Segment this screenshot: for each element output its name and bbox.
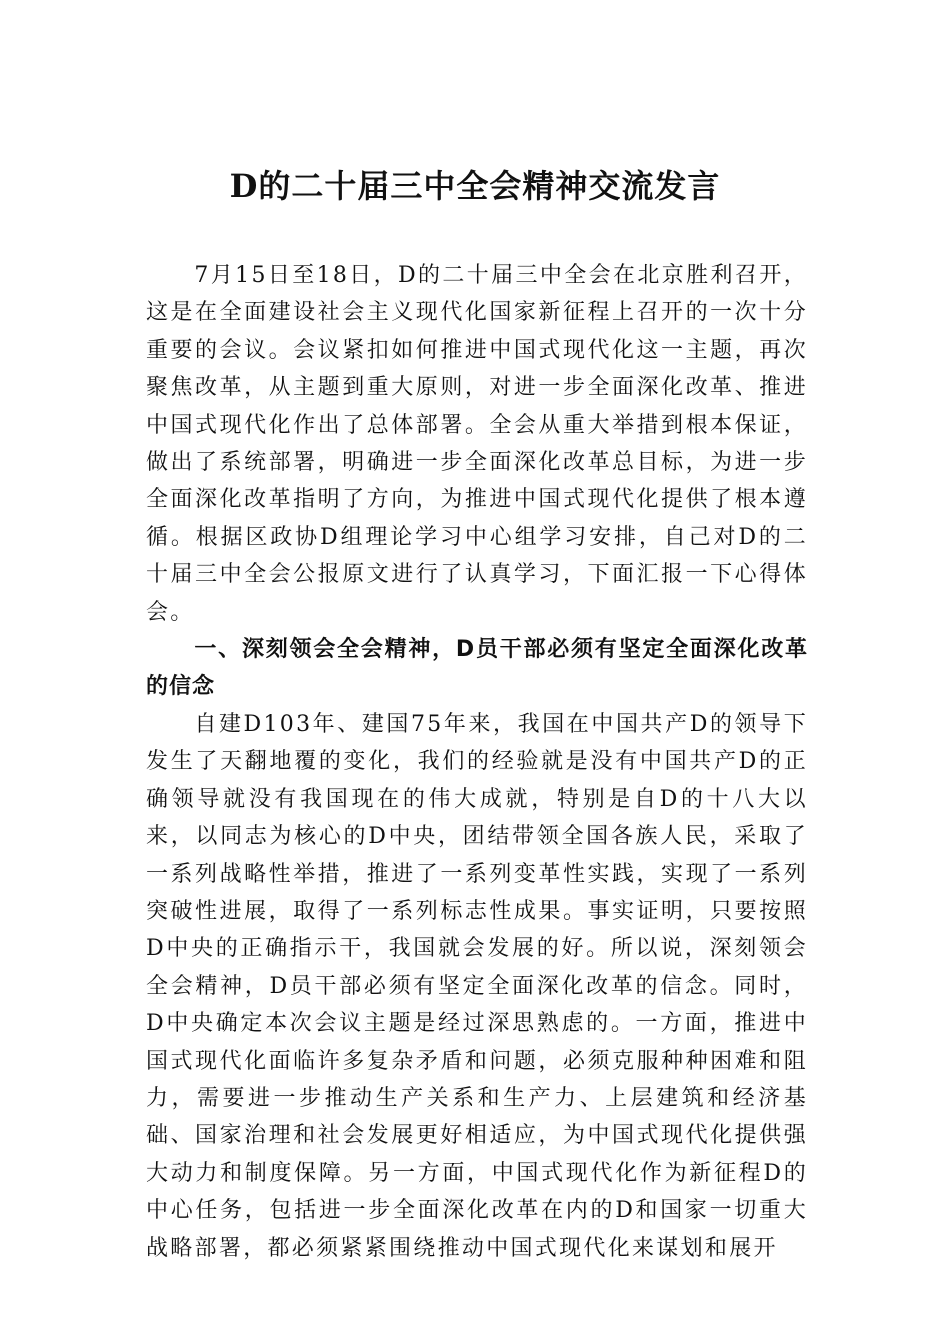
section-heading-1: 一、深刻领会全会精神，D员干部必须有坚定全面深化改革的信念 xyxy=(146,637,808,700)
section-1-paragraph: 自建D103年、建国75年来，我国在中国共产D的领导下发生了天翻地覆的变化，我们的经验就是没有中国共产D的正确领导就没有我国现在的伟大成就，特别是自D的十八大以来，以同志为核心的D中央，团结带领全国各族人民，采取了一系列战略性举措，推进了一系列变革性实践，实现了一系列突破性进展，取得了一系列标志性成果。事实证明，只要按照D中央的正确指示干，我国就会发展的好。所以说，深刻领会全会精神，D员干部必须有坚定全面深化改革的信念。同时，D中央确定本次会议主题是经过深思熟虑的。一方面，推进中国式现代化面临许多复杂矛盾和问题，必须克服种种困难和阻力，需要进一步推动生产关系和生产力、上层建筑和经济基础、国家治理和社会发展更好相适应，为中国式现代化提供强大动力和制度保障。另一方面，中国式现代化作为新征程D的中心任务，包括进一步全面深化改革在内的D和国家一切重大战略部署，都必须紧紧围绕推动中国式现代化来谋划和展开 xyxy=(146,711,808,1261)
intro-paragraph: 7月15日至18日，D的二十届三中全会在北京胜利召开，这是在全面建设社会主义现代化国家新征程上召开的一次十分重要的会议。会议紧扣如何推进中国式现代化这一主题，再次聚焦改革，从主题到重大原则，对进一步全面深化改革、推进中国式现代化作出了总体部署。全会从重大举措到根本保证，做出了系统部署，明确进一步全面深化改革总目标，为进一步全面深化改革指明了方向，为推进中国式现代化提供了根本遵循。根据区政协D组理论学习中心组学习安排，自己对D的二十届三中全会公报原文进行了认真学习，下面汇报一下心得体会。 xyxy=(146,263,808,625)
document-body xyxy=(146,257,808,1267)
document-title: D的二十届三中全会精神交流发言 xyxy=(229,167,721,205)
